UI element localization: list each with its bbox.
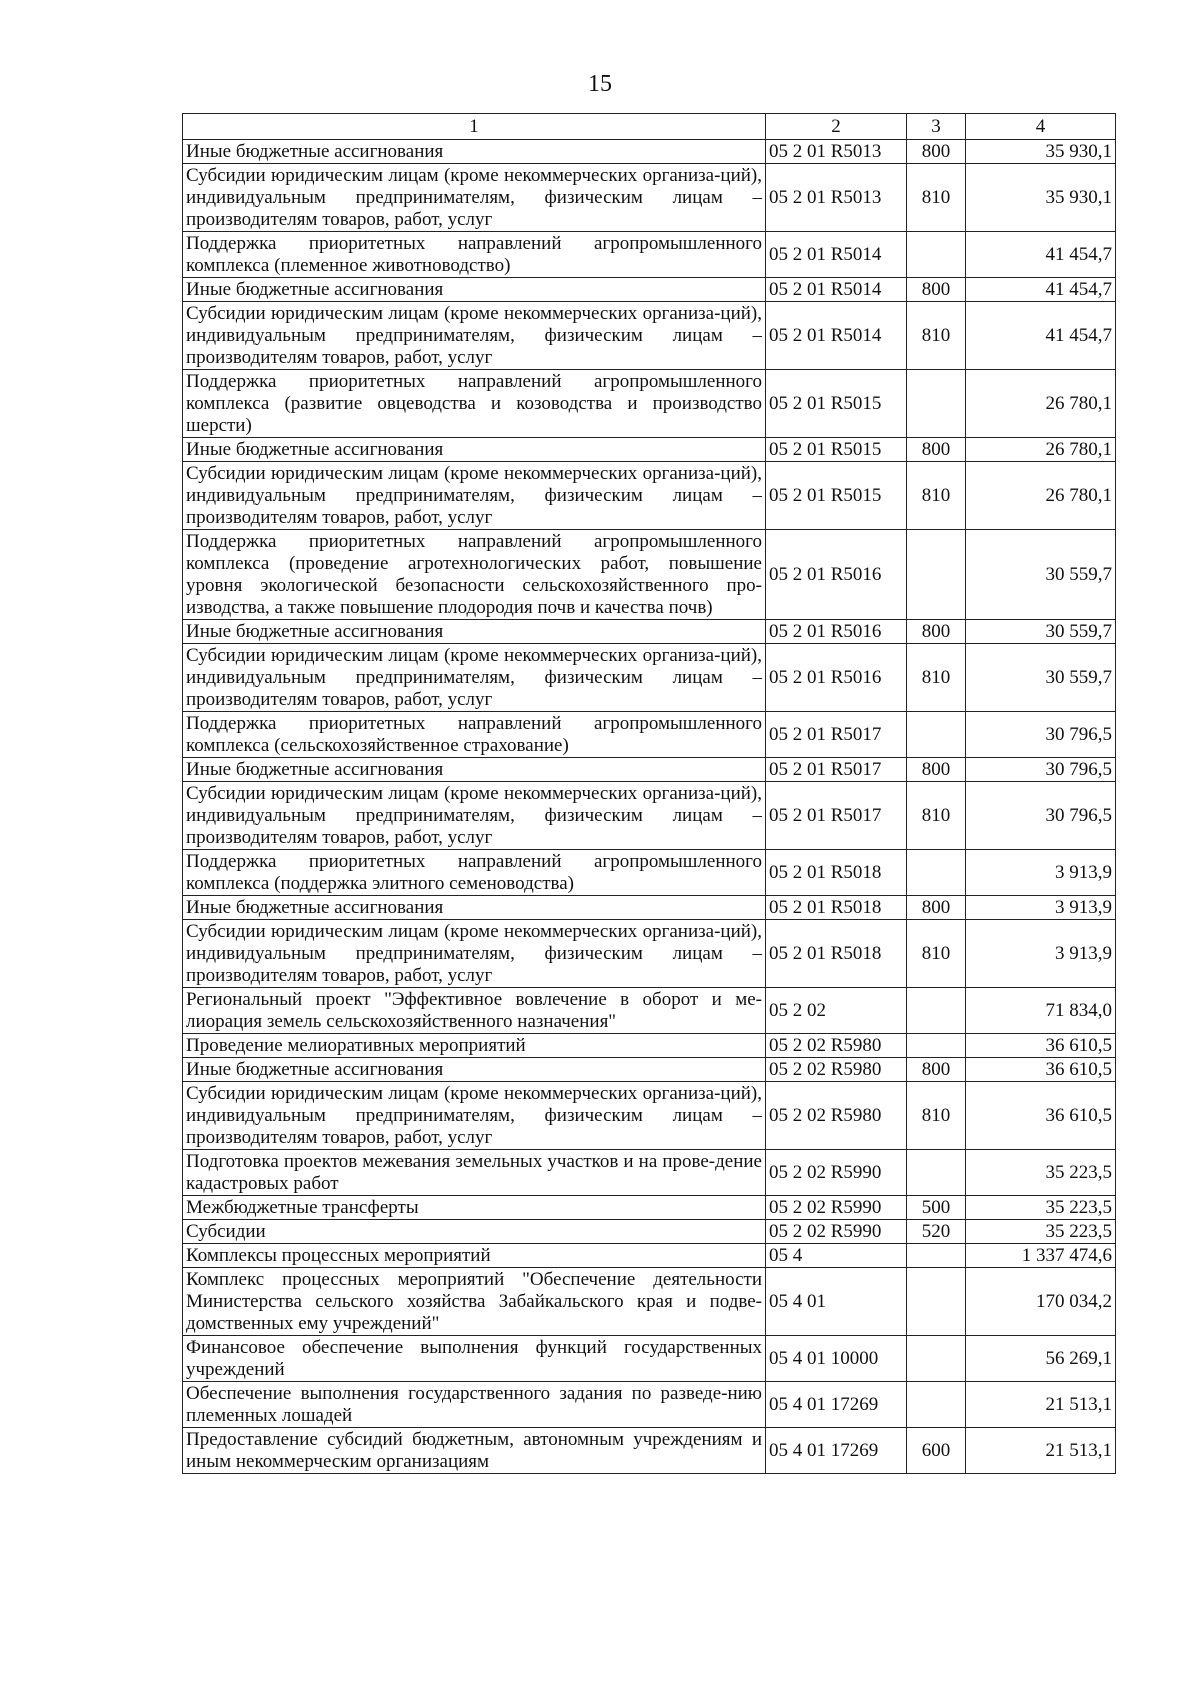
row-amount-cell: 71 834,0 (966, 988, 1116, 1034)
row-code-cell: 05 2 02 R5980 (766, 1058, 907, 1082)
row-name-cell: Поддержка приоритетных направлений агропромышленного комплекса (племенное животноводство) (183, 232, 766, 278)
table-row (183, 712, 1116, 758)
table-row (183, 1196, 1116, 1220)
table-row (183, 530, 1116, 620)
row-name-cell: Иные бюджетные ассигнования (183, 1058, 766, 1082)
table-row (183, 1428, 1116, 1474)
row-name-cell: Иные бюджетные ассигнования (183, 278, 766, 302)
row-type-cell (907, 1336, 966, 1382)
row-type-cell: 800 (907, 896, 966, 920)
row-amount-cell: 3 913,9 (966, 920, 1116, 988)
row-code-cell: 05 2 01 R5016 (766, 530, 907, 620)
table-row (183, 438, 1116, 462)
row-code-cell: 05 2 01 R5018 (766, 920, 907, 988)
row-name-cell: Финансовое обеспечение выполнения функций государственных учреждений (183, 1336, 766, 1382)
budget-table (182, 113, 1116, 1474)
table-row (183, 1336, 1116, 1382)
table-row (183, 896, 1116, 920)
row-type-cell (907, 988, 966, 1034)
row-amount-cell: 1 337 474,6 (966, 1244, 1116, 1268)
row-type-cell: 810 (907, 782, 966, 850)
row-code-cell: 05 2 01 R5013 (766, 140, 907, 164)
table-row (183, 758, 1116, 782)
row-name-cell: Поддержка приоритетных направлений агропромышленного комплекса (сельскохозяйственное страхование) (183, 712, 766, 758)
table-row (183, 1082, 1116, 1150)
table-row (183, 302, 1116, 370)
row-name-cell: Субсидии (183, 1220, 766, 1244)
row-name-cell: Предоставление субсидий бюджетным, автономным учреждениям и иным некоммерческим организациям (183, 1428, 766, 1474)
row-amount-cell: 35 930,1 (966, 140, 1116, 164)
table-row (183, 644, 1116, 712)
row-code-cell: 05 2 01 R5017 (766, 712, 907, 758)
row-name-cell: Субсидии юридическим лицам (кроме некоммерческих организа-ций), индивидуальным предпринимателям, физическим лицам – производителям товаров, работ, услуг (183, 1082, 766, 1150)
table-row (183, 850, 1116, 896)
table-row (183, 1034, 1116, 1058)
row-amount-cell: 21 513,1 (966, 1428, 1116, 1474)
table-row (183, 620, 1116, 644)
row-type-cell (907, 530, 966, 620)
row-code-cell: 05 2 01 R5014 (766, 278, 907, 302)
row-type-cell: 810 (907, 302, 966, 370)
row-type-cell: 800 (907, 140, 966, 164)
row-amount-cell: 30 559,7 (966, 620, 1116, 644)
row-code-cell: 05 4 01 (766, 1268, 907, 1336)
row-name-cell: Подготовка проектов межевания земельных участков и на прове-дение кадастровых работ (183, 1150, 766, 1196)
row-code-cell: 05 2 01 R5017 (766, 758, 907, 782)
row-amount-cell: 56 269,1 (966, 1336, 1116, 1382)
table-row (183, 278, 1116, 302)
table-row (183, 1150, 1116, 1196)
row-code-cell: 05 2 02 R5980 (766, 1082, 907, 1150)
row-amount-cell: 41 454,7 (966, 302, 1116, 370)
row-amount-cell: 30 796,5 (966, 712, 1116, 758)
row-code-cell: 05 2 01 R5014 (766, 302, 907, 370)
row-code-cell: 05 4 01 10000 (766, 1336, 907, 1382)
table-row (183, 462, 1116, 530)
row-name-cell: Поддержка приоритетных направлений агропромышленного комплекса (развитие овцеводства и козоводства и производство шерсти) (183, 370, 766, 438)
row-code-cell: 05 2 01 R5016 (766, 620, 907, 644)
row-name-cell: Проведение мелиоративных мероприятий (183, 1034, 766, 1058)
page-number: 15 (588, 71, 612, 97)
row-type-cell: 800 (907, 278, 966, 302)
row-code-cell: 05 4 (766, 1244, 907, 1268)
row-code-cell: 05 2 01 R5015 (766, 438, 907, 462)
row-type-cell: 500 (907, 1196, 966, 1220)
row-type-cell (907, 232, 966, 278)
row-name-cell: Иные бюджетные ассигнования (183, 758, 766, 782)
table-row (183, 988, 1116, 1034)
row-amount-cell: 26 780,1 (966, 462, 1116, 530)
row-type-cell: 800 (907, 1058, 966, 1082)
row-name-cell: Комплекс процессных мероприятий "Обеспечение деятельности Министерства сельского хозяйства Забайкальского края и подве-домственных ему учреждений" (183, 1268, 766, 1336)
row-type-cell (907, 1244, 966, 1268)
table-row (183, 1220, 1116, 1244)
row-name-cell: Субсидии юридическим лицам (кроме некоммерческих организа-ций), индивидуальным предпринимателям, физическим лицам – производителям товаров, работ, услуг (183, 302, 766, 370)
row-name-cell: Субсидии юридическим лицам (кроме некоммерческих организа-ций), индивидуальным предпринимателям, физическим лицам – производителям товаров, работ, услуг (183, 164, 766, 232)
row-type-cell: 810 (907, 462, 966, 530)
row-amount-cell: 26 780,1 (966, 370, 1116, 438)
row-code-cell: 05 2 01 R5015 (766, 370, 907, 438)
row-type-cell (907, 712, 966, 758)
row-code-cell: 05 2 01 R5014 (766, 232, 907, 278)
row-name-cell: Субсидии юридическим лицам (кроме некоммерческих организа-ций), индивидуальным предпринимателям, физическим лицам – производителям товаров, работ, услуг (183, 462, 766, 530)
row-code-cell: 05 2 02 R5990 (766, 1196, 907, 1220)
row-type-cell (907, 370, 966, 438)
row-type-cell: 810 (907, 644, 966, 712)
row-amount-cell: 3 913,9 (966, 896, 1116, 920)
row-name-cell: Субсидии юридическим лицам (кроме некоммерческих организа-ций), индивидуальным предпринимателям, физическим лицам – производителям товаров, работ, услуг (183, 920, 766, 988)
row-type-cell (907, 1382, 966, 1428)
table-row (183, 1382, 1116, 1428)
column-header-name: 1 (183, 114, 766, 140)
row-amount-cell: 3 913,9 (966, 850, 1116, 896)
table-row (183, 232, 1116, 278)
table-row (183, 164, 1116, 232)
column-header-code: 2 (766, 114, 907, 140)
row-code-cell: 05 2 02 R5980 (766, 1034, 907, 1058)
row-code-cell: 05 2 01 R5015 (766, 462, 907, 530)
row-amount-cell: 26 780,1 (966, 438, 1116, 462)
row-amount-cell: 35 223,5 (966, 1196, 1116, 1220)
row-code-cell: 05 2 02 (766, 988, 907, 1034)
row-name-cell: Межбюджетные трансферты (183, 1196, 766, 1220)
table-header-row (183, 114, 1116, 140)
row-amount-cell: 30 796,5 (966, 758, 1116, 782)
row-code-cell: 05 2 01 R5016 (766, 644, 907, 712)
column-header-type: 3 (907, 114, 966, 140)
row-type-cell: 600 (907, 1428, 966, 1474)
row-name-cell: Иные бюджетные ассигнования (183, 438, 766, 462)
row-type-cell (907, 1268, 966, 1336)
row-amount-cell: 36 610,5 (966, 1082, 1116, 1150)
row-name-cell: Иные бюджетные ассигнования (183, 620, 766, 644)
table-row (183, 782, 1116, 850)
row-name-cell: Региональный проект "Эффективное вовлечение в оборот и ме-лиорация земель сельскохозяйственного назначения" (183, 988, 766, 1034)
row-code-cell: 05 2 01 R5018 (766, 896, 907, 920)
row-type-cell: 520 (907, 1220, 966, 1244)
row-amount-cell: 30 559,7 (966, 530, 1116, 620)
row-code-cell: 05 2 01 R5018 (766, 850, 907, 896)
row-amount-cell: 35 223,5 (966, 1220, 1116, 1244)
row-type-cell: 810 (907, 164, 966, 232)
row-amount-cell: 36 610,5 (966, 1034, 1116, 1058)
row-name-cell: Иные бюджетные ассигнования (183, 896, 766, 920)
row-type-cell: 810 (907, 920, 966, 988)
row-amount-cell: 21 513,1 (966, 1382, 1116, 1428)
row-amount-cell: 35 930,1 (966, 164, 1116, 232)
row-amount-cell: 41 454,7 (966, 232, 1116, 278)
row-name-cell: Комплексы процессных мероприятий (183, 1244, 766, 1268)
table-row (183, 1244, 1116, 1268)
row-type-cell: 800 (907, 620, 966, 644)
row-code-cell: 05 4 01 17269 (766, 1428, 907, 1474)
table-row (183, 1058, 1116, 1082)
row-amount-cell: 170 034,2 (966, 1268, 1116, 1336)
table-row (183, 140, 1116, 164)
row-amount-cell: 30 796,5 (966, 782, 1116, 850)
row-name-cell: Субсидии юридическим лицам (кроме некоммерческих организа-ций), индивидуальным предпринимателям, физическим лицам – производителям товаров, работ, услуг (183, 782, 766, 850)
table-row (183, 1268, 1116, 1336)
table-row (183, 370, 1116, 438)
row-name-cell: Иные бюджетные ассигнования (183, 140, 766, 164)
row-code-cell: 05 2 01 R5017 (766, 782, 907, 850)
row-type-cell (907, 850, 966, 896)
row-name-cell: Поддержка приоритетных направлений агропромышленного комплекса (поддержка элитного семеноводства) (183, 850, 766, 896)
row-amount-cell: 36 610,5 (966, 1058, 1116, 1082)
row-name-cell: Поддержка приоритетных направлений агропромышленного комплекса (проведение агротехнологических работ, повышение уровня экологической безопасности сельскохозяйственного про-изводства, а также повышение плодородия почв и качества почв) (183, 530, 766, 620)
row-code-cell: 05 2 02 R5990 (766, 1150, 907, 1196)
row-type-cell: 800 (907, 438, 966, 462)
row-type-cell: 810 (907, 1082, 966, 1150)
row-code-cell: 05 2 02 R5990 (766, 1220, 907, 1244)
table-row (183, 920, 1116, 988)
column-header-amount: 4 (966, 114, 1116, 140)
row-name-cell: Обеспечение выполнения государственного задания по разведе-нию племенных лошадей (183, 1382, 766, 1428)
row-amount-cell: 41 454,7 (966, 278, 1116, 302)
row-type-cell (907, 1034, 966, 1058)
row-type-cell: 800 (907, 758, 966, 782)
row-code-cell: 05 4 01 17269 (766, 1382, 907, 1428)
row-type-cell (907, 1150, 966, 1196)
row-code-cell: 05 2 01 R5013 (766, 164, 907, 232)
row-amount-cell: 35 223,5 (966, 1150, 1116, 1196)
row-name-cell: Субсидии юридическим лицам (кроме некоммерческих организа-ций), индивидуальным предпринимателям, физическим лицам – производителям товаров, работ, услуг (183, 644, 766, 712)
row-amount-cell: 30 559,7 (966, 644, 1116, 712)
